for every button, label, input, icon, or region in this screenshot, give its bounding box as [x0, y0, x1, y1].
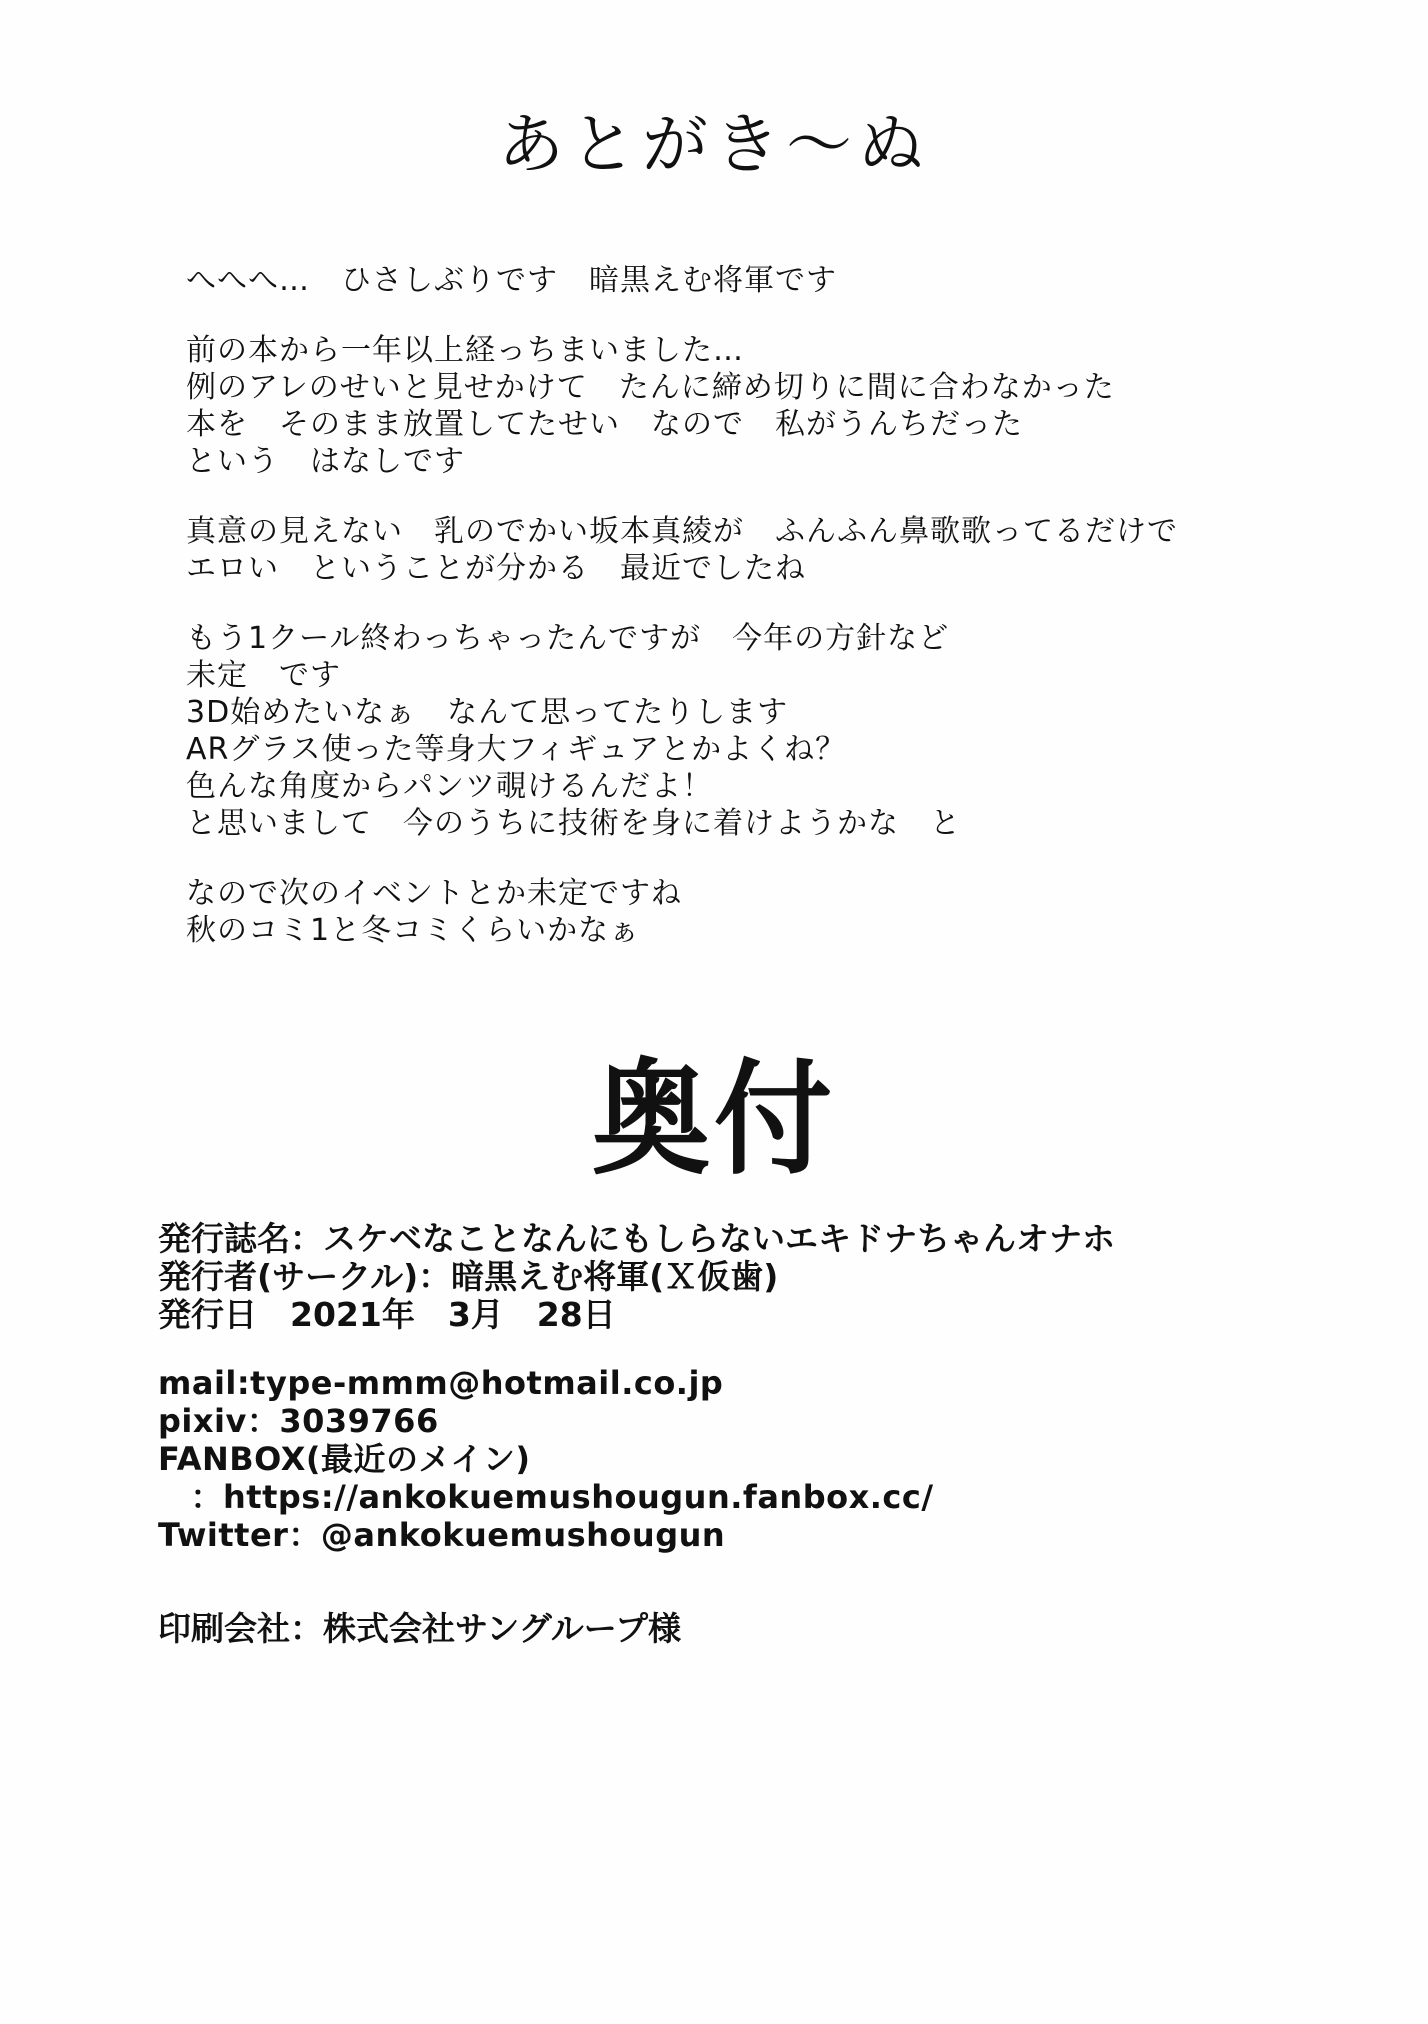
afterword-line: ARグラス使った等身大フィギュアとかよくね？: [186, 732, 847, 767]
afterword-line: へへへ… ひさしぶりです 暗黒えむ将軍です: [186, 263, 837, 298]
afterword-line: 秋のコミ1と冬コミくらいかなぁ: [186, 913, 641, 948]
afterword-line: 未定 です: [186, 658, 341, 693]
afterword-paragraph: [186, 332, 1306, 480]
afterword-line: 真意の見えない 乳のでかい坂本真綾が ふんふん鼻歌歌ってるだけで: [186, 514, 1178, 549]
afterword-line: という はなしです: [186, 444, 465, 479]
afterword-line: なので次のイベントとか未定ですね: [186, 876, 682, 911]
afterword-paragraph: [186, 262, 1306, 299]
publication-title-line: 発行誌名：スケベなことなんにもしらないエキドナちゃんオナホ: [158, 1219, 1115, 1258]
afterword-line: と思いまして 今のうちに技術を身に着けようかな と: [186, 806, 961, 841]
afterword-body: [186, 262, 1306, 982]
pixiv-line: pixiv：3039766: [158, 1402, 439, 1440]
fanbox-label-line: FANBOX(最近のメイン): [158, 1440, 531, 1478]
afterword-line: 色んな角度からパンツ覗けるんだよ！: [186, 769, 713, 804]
fanbox-url-line: ：https://ankokuemushougun.fanbox.cc/: [158, 1478, 934, 1516]
afterword-title: あとがき～ぬ: [498, 106, 930, 183]
afterword-paragraph: [186, 513, 1306, 587]
mail-line: mail:type-mmm@hotmail.co.jp: [158, 1364, 724, 1402]
colophon-title: 奥付: [591, 1046, 836, 1192]
twitter-line: Twitter：@ankokuemushougun: [158, 1516, 726, 1554]
afterword-line: もう1クール終わっちゃったんですが 今年の方針など: [186, 621, 950, 656]
afterword-line: 前の本から一年以上経っちまいました…: [186, 333, 744, 368]
afterword-line: 本を そのまま放置してたせい なので 私がうんちだった: [186, 407, 1023, 442]
afterword-line: 例のアレのせいと見せかけて たんに締め切りに間に合わなかった: [186, 370, 1115, 405]
publish-date-line: 発行日 2021年 3月 28日: [158, 1295, 616, 1334]
afterword-line: エロい ということが分かる 最近でしたね: [186, 551, 806, 586]
afterword-paragraph: [186, 620, 1306, 842]
colophon: [158, 1220, 1358, 1648]
contact-info: [158, 1364, 1358, 1554]
publication-info: [158, 1220, 1358, 1334]
publisher-line: 発行者(サークル)：暗黒えむ将軍(Ｘ仮歯): [158, 1257, 779, 1296]
afterword-line: 3D始めたいなぁ なんて思ってたりします: [186, 695, 789, 730]
printer-line: 印刷会社：株式会社サングループ様: [158, 1609, 682, 1648]
afterword-paragraph: [186, 875, 1306, 949]
